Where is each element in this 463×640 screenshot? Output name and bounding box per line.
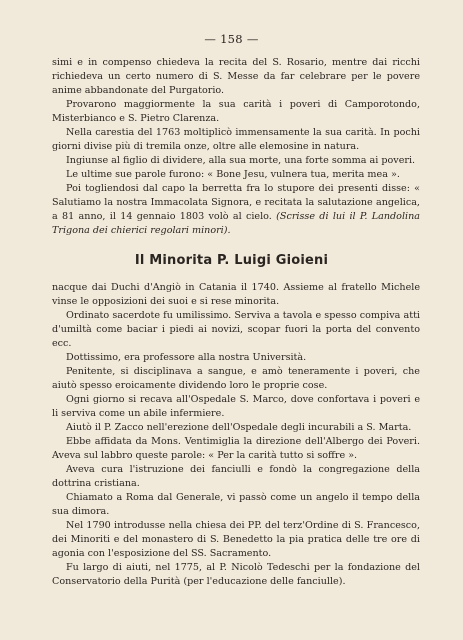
page-number: — 158 — (204, 32, 259, 46)
paragraph: Aiutò il P. Zacco nell'erezione dell'Ospedale degli incurabili a S. Marta. (66, 422, 412, 433)
paragraph: Provarono maggiormente la sua carità i poveri di Camporotondo, Misterbianco e S. Pietro Clarenza. (52, 99, 420, 124)
paragraph: Chiamato a Roma dal Generale, vi passò come un angelo il tempo della sua dimora. (52, 492, 420, 517)
paragraph: nacque dai Duchi d'Angiò in Catania il 1740. Assieme al fratello Michele vinse le opposizioni dei suoi e si rese minorita. (52, 282, 420, 307)
bottom-text-block (52, 281, 420, 589)
paragraph: Ordinato sacerdote fu umilissimo. Serviva a tavola e spesso compiva atti d'umiltà come baciar i piedi ai novizi, scopar fuori la porta del convento ecc. (52, 310, 420, 349)
paragraph: Ebbe affidata da Mons. Ventimiglia la direzione dell'Albergo dei Poveri. Aveva sul labbro queste parole: « Per la carità tutto si soffre ». (52, 436, 420, 461)
top-text-block (52, 56, 420, 238)
paragraph: Nel 1790 introdusse nella chiesa dei PP. del terz'Ordine di S. Francesco, dei Minoriti e del monastero di S. Benedetto la pia pratica delle tre ore di agonia con l'esposizione del SS. Sacramento. (52, 520, 420, 559)
paragraph: Aveva cura l'istruzione dei fanciulli e fondò la congregazione della dottrina cristiana. (52, 464, 420, 489)
paragraph: Le ultime sue parole furono: « Bone Jesu, vulnera tua, merita mea ». (66, 169, 400, 180)
paragraph: Ogni giorno si recava all'Ospedale S. Marco, dove confortava i poveri e li serviva come un abile infermiere. (52, 394, 420, 419)
paragraph: Dottissimo, era professore alla nostra Università. (66, 352, 307, 363)
closing-paragraph (52, 182, 420, 238)
paragraph: simi e in compenso chiedeva la recita del S. Rosario, mentre dai ricchi richiedeva un certo numero di S. Messe da far celebrare per le povere anime abbandonate del Purgatorio. (52, 57, 420, 96)
paragraph: Nella carestia del 1763 moltiplicò immensamente la sua carità. In pochi giorni divise più di tremila onze, oltre alle elemosine in natura. (52, 127, 420, 152)
paragraph: Fu largo di aiuti, nel 1775, al P. Nicolò Tedeschi per la fondazione del Conservatorio della Purità (per l'educazione delle fanciulle). (52, 562, 420, 587)
source-note: (Scrisse di lui il P. Landolina Trigona dei chierici regolari minori). (52, 211, 420, 236)
closing-paragraph-text: Poi togliendosi dal capo la berretta fra lo stupore dei presenti disse: « Salutiamo la nostra Immacolata Signora, e recitata la salutazione angelica, a 81 anno, il 14 gennaio 1803 volò al cielo. (52, 183, 420, 222)
paragraph: Penitente, si disciplinava a sangue, e amò teneramente i poveri, che aiutò spesso eroicamente dividendo loro le proprie cose. (52, 366, 420, 391)
paragraph: Ingiunse al figlio di dividere, alla sua morte, una forte somma ai poveri. (66, 155, 416, 166)
section-heading: Il Minorita P. Luigi Gioieni (134, 253, 329, 268)
